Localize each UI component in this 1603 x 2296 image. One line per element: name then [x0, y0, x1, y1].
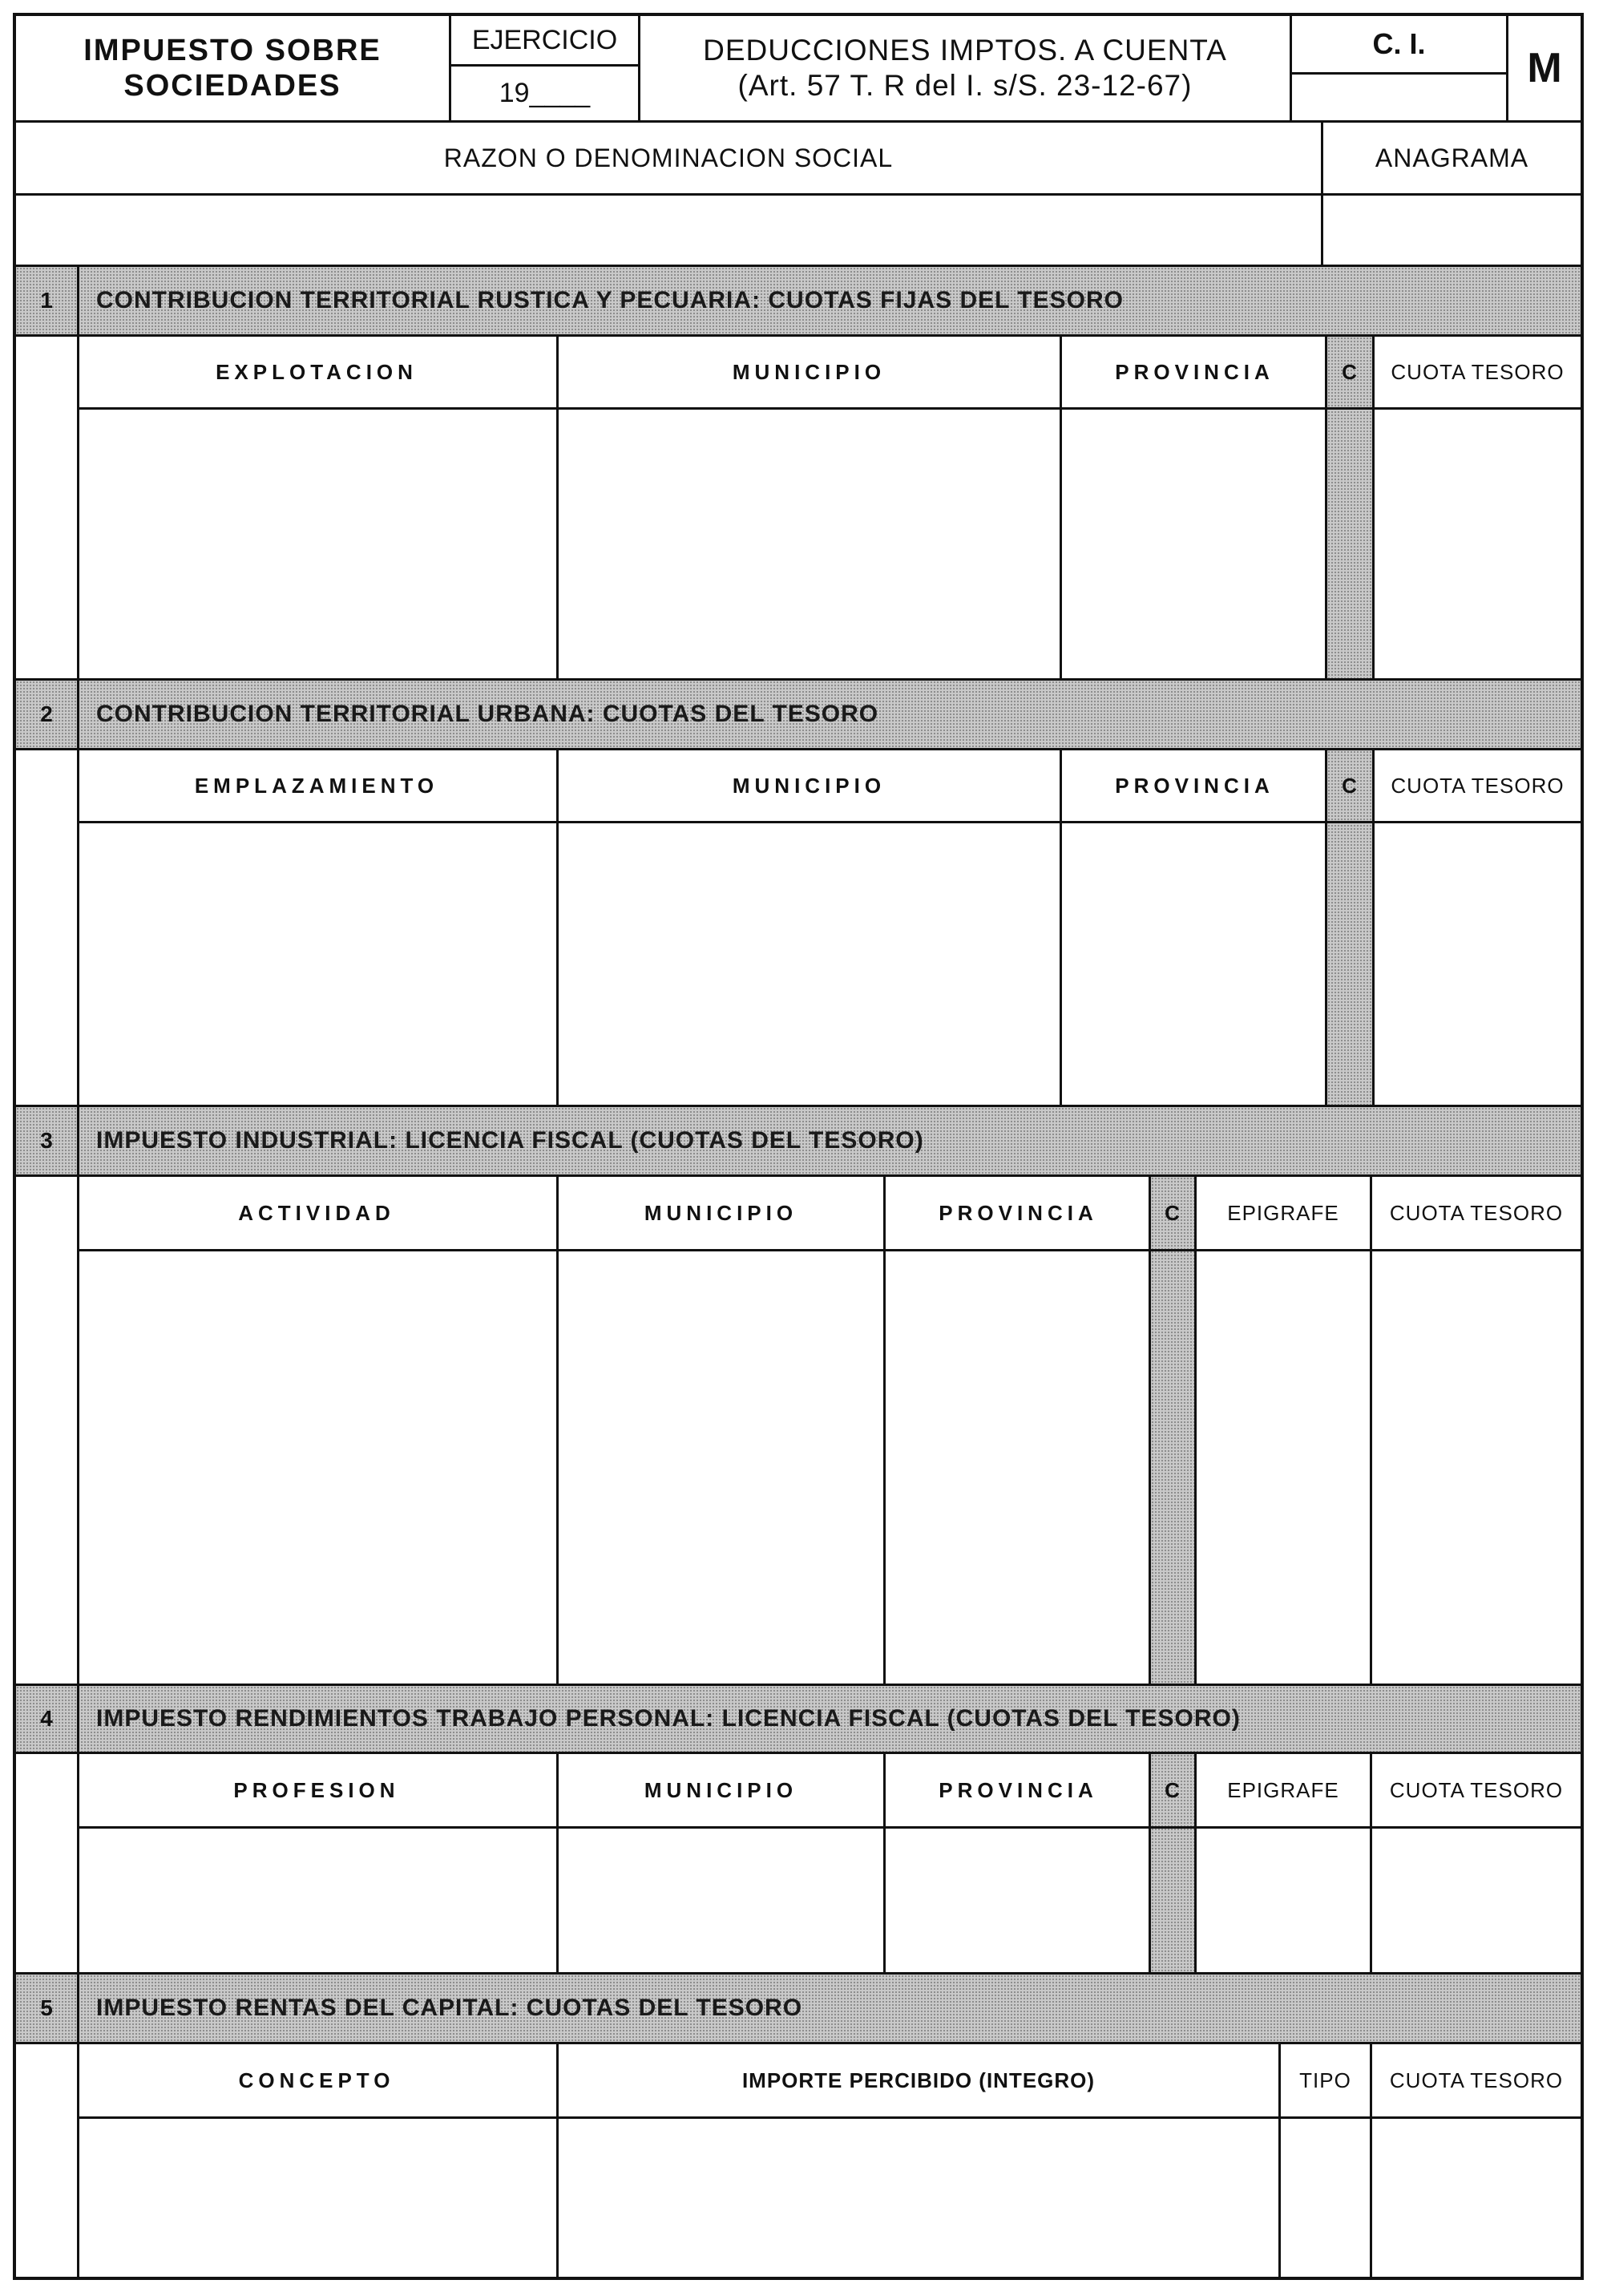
section-2-municipio-input[interactable] — [559, 823, 1060, 1105]
col-epigrafe: EPIGRAFE — [1227, 1777, 1339, 1802]
tax-form — [13, 13, 1584, 2280]
section-3-actividad-input[interactable] — [79, 1251, 556, 1684]
model-letter: M — [1527, 45, 1562, 91]
company-name-input[interactable] — [16, 196, 1321, 265]
section-2-provincia-input[interactable] — [1062, 823, 1325, 1105]
section-1-title: CONTRIBUCION TERRITORIAL RUSTICA Y PECUARIA: CUOTAS FIJAS DEL TESORO — [96, 287, 1124, 313]
col-cuota-tesoro: CUOTA TESORO — [1391, 359, 1565, 384]
section-1-provincia-input[interactable] — [1062, 410, 1325, 678]
section-2-title: CONTRIBUCION TERRITORIAL URBANA: CUOTAS DEL TESORO — [96, 701, 879, 727]
tax-name-line1: IMPUESTO SOBRE — [83, 34, 382, 67]
section-5-concepto-input[interactable] — [79, 2119, 556, 2277]
section-3-municipio-input[interactable] — [559, 1251, 883, 1684]
section-3-epigrafe-input[interactable] — [1197, 1251, 1370, 1684]
col-provincia: PROVINCIA — [939, 1200, 1098, 1225]
ci-field[interactable] — [1292, 75, 1506, 120]
section-4-municipio-input[interactable] — [559, 1829, 883, 1972]
col-cuota-tesoro: CUOTA TESORO — [1391, 773, 1565, 798]
company-name-label: RAZON O DENOMINACION SOCIAL — [443, 143, 894, 172]
col-importe-percibido: IMPORTE PERCIBIDO (INTEGRO) — [741, 2068, 1096, 2092]
section-4-profesion-input[interactable] — [79, 1829, 556, 1972]
col-municipio: MUNICIPIO — [732, 359, 886, 384]
section-4-provincia-input[interactable] — [886, 1829, 1149, 1972]
section-4-cuota-input[interactable] — [1372, 1829, 1581, 1972]
col-c: C — [1165, 1200, 1181, 1225]
col-epigrafe: EPIGRAFE — [1227, 1200, 1339, 1225]
col-cuota-tesoro: CUOTA TESORO — [1389, 1200, 1564, 1225]
col-c: C — [1165, 1777, 1181, 1802]
tax-name-line2: SOCIEDADES — [123, 69, 341, 103]
section-5-importe-input[interactable] — [559, 2119, 1278, 2277]
ejercicio-label: EJERCICIO — [471, 24, 618, 55]
col-cuota-tesoro: CUOTA TESORO — [1389, 1777, 1564, 1802]
col-actividad: ACTIVIDAD — [238, 1200, 395, 1225]
section-1-municipio-input[interactable] — [559, 410, 1060, 678]
section-5-tipo-input[interactable] — [1281, 2119, 1370, 2277]
section-4-title: IMPUESTO RENDIMIENTOS TRABAJO PERSONAL: LICENCIA FISCAL (CUOTAS DEL TESORO) — [96, 1705, 1241, 1732]
section-5-cuota-input[interactable] — [1372, 2119, 1581, 2277]
col-cuota-tesoro: CUOTA TESORO — [1389, 2068, 1564, 2092]
section-5-number: 5 — [40, 1995, 53, 2020]
col-provincia: PROVINCIA — [1115, 773, 1274, 798]
section-4-epigrafe-input[interactable] — [1197, 1829, 1370, 1972]
section-3-provincia-input[interactable] — [886, 1251, 1149, 1684]
col-municipio: MUNICIPIO — [732, 773, 886, 798]
col-profesion: PROFESION — [233, 1777, 400, 1802]
col-c: C — [1342, 359, 1358, 384]
anagram-label: ANAGRAMA — [1375, 143, 1529, 172]
anagram-input[interactable] — [1323, 196, 1581, 265]
section-3-cuota-input[interactable] — [1372, 1251, 1581, 1684]
section-1-cuota-input[interactable] — [1375, 410, 1581, 678]
col-explotacion: EXPLOTACION — [216, 359, 418, 384]
col-municipio: MUNICIPIO — [644, 1777, 798, 1802]
section-1-number: 1 — [40, 288, 53, 313]
col-provincia: PROVINCIA — [939, 1777, 1098, 1802]
section-5-title: IMPUESTO RENTAS DEL CAPITAL: CUOTAS DEL TESORO — [96, 1995, 803, 2021]
section-2-cuota-input[interactable] — [1375, 823, 1581, 1105]
section-1-explotacion-input[interactable] — [79, 410, 556, 678]
tax-name — [16, 16, 449, 120]
form-title-line2: (Art. 57 T. R del I. s/S. 23-12-67) — [737, 69, 1193, 102]
col-emplazamiento: EMPLAZAMIENTO — [194, 773, 439, 798]
section-2-emplazamiento-input[interactable] — [79, 823, 556, 1105]
col-municipio: MUNICIPIO — [644, 1200, 798, 1225]
section-4-number: 4 — [40, 1706, 53, 1731]
ejercicio-year-field[interactable]: 19____ — [499, 78, 591, 108]
section-3-number: 3 — [40, 1128, 53, 1153]
form-title-line1: DEDUCCIONES IMPTOS. A CUENTA — [703, 34, 1227, 67]
col-provincia: PROVINCIA — [1115, 359, 1274, 384]
col-concepto: CONCEPTO — [238, 2068, 395, 2092]
ci-label: C. I. — [1372, 27, 1426, 60]
section-2-number: 2 — [40, 701, 53, 726]
col-c: C — [1342, 773, 1358, 798]
section-3-title: IMPUESTO INDUSTRIAL: LICENCIA FISCAL (CUOTAS DEL TESORO) — [96, 1127, 924, 1154]
col-tipo: TIPO — [1299, 2068, 1351, 2092]
form-title — [640, 16, 1290, 120]
